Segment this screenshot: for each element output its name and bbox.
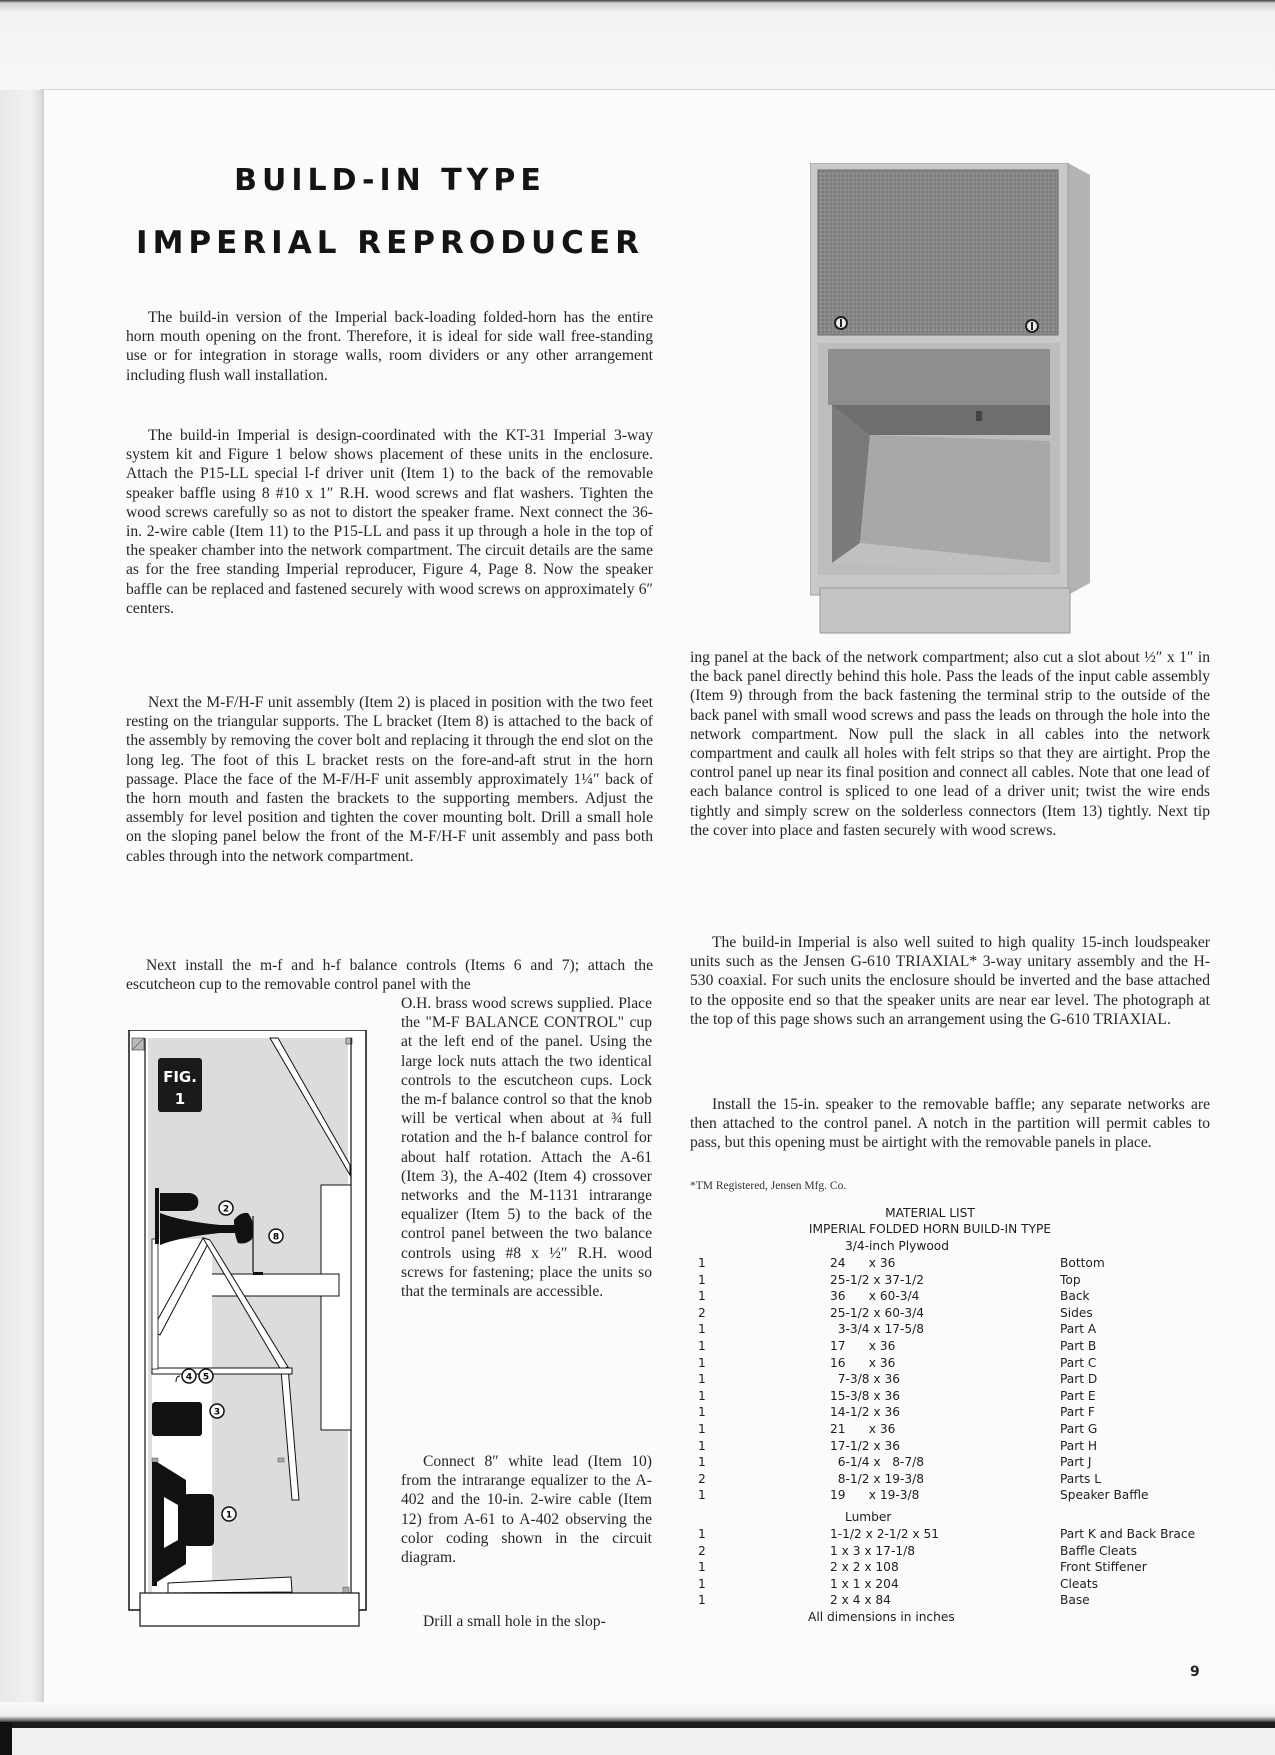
balance-knob-left-icon bbox=[835, 317, 847, 329]
material-row bbox=[690, 1543, 1210, 1560]
part-name-cell: Part H bbox=[1060, 1438, 1098, 1453]
part-name-cell: Base bbox=[1060, 1593, 1090, 1608]
dimensions-cell: 21 x 36 bbox=[830, 1421, 896, 1436]
page-number: 9 bbox=[1190, 1664, 1200, 1680]
plywood-table bbox=[690, 1255, 1210, 1504]
left-column-paragraph-5: Connect 8″ white lead (Item 10) from the intrarange equalizer to the A-402 and the 10-in. 2-wire cable (Item 12) from A-61 to A-402 observing the color coding shown in the circuit diagram. bbox=[401, 1453, 652, 1567]
trademark-footnote: *TM Registered, Jensen Mfg. Co. bbox=[690, 1180, 847, 1192]
figure-1-cross-section-diagram bbox=[128, 1030, 368, 1627]
right-column-paragraph-2: The build-in Imperial is also well suited to high quality 15-inch loudspeaker units such as the Jensen G-610 TRIAXIAL* 3-way unitary assembly and the H-530 coaxial. For such units the enclosure should be inverted and the base attached to the opposite end so that the speaker units are near ear level. The photograph at the top of this page shows such an arrangement using the G-610 TRIAXIAL. bbox=[690, 934, 1210, 1028]
dimensions-cell: 17-1/2 x 36 bbox=[830, 1438, 900, 1453]
quantity-cell: 1 bbox=[698, 1338, 706, 1353]
material-list-subtitle: IMPERIAL FOLDED HORN BUILD-IN TYPE bbox=[808, 1222, 1052, 1236]
material-list-title: MATERIAL LIST bbox=[885, 1206, 975, 1220]
callout-1: 1 bbox=[225, 1510, 233, 1521]
quantity-cell: 1 bbox=[698, 1322, 706, 1337]
quantity-cell: 2 bbox=[698, 1305, 706, 1320]
material-row bbox=[690, 1288, 1210, 1305]
quantity-cell: 1 bbox=[698, 1272, 706, 1287]
quantity-cell: 2 bbox=[698, 1471, 706, 1486]
material-list-footer: All dimensions in inches bbox=[808, 1609, 955, 1624]
quantity-cell: 1 bbox=[698, 1576, 706, 1591]
page-bottom-shadow bbox=[0, 1702, 1275, 1722]
part-name-cell: Bottom bbox=[1060, 1256, 1105, 1270]
material-row bbox=[690, 1255, 1210, 1272]
scan-bottom-area bbox=[0, 1728, 1275, 1755]
dimensions-cell: 7-3/8 x 36 bbox=[830, 1372, 900, 1387]
part-name-cell: Part D bbox=[1060, 1372, 1098, 1387]
quantity-cell: 1 bbox=[698, 1256, 706, 1270]
part-name-cell: Part F bbox=[1060, 1405, 1095, 1420]
quantity-cell: 1 bbox=[698, 1526, 706, 1541]
quantity-cell: 1 bbox=[698, 1438, 706, 1453]
dimensions-cell: 3-3/4 x 17-5/8 bbox=[830, 1322, 924, 1337]
material-row bbox=[690, 1471, 1210, 1488]
material-row bbox=[690, 1272, 1210, 1289]
material-row bbox=[690, 1321, 1210, 1338]
page-top-fold bbox=[40, 89, 1275, 90]
callout-8: 8 bbox=[272, 1232, 280, 1243]
dimensions-cell: 16 x 36 bbox=[830, 1355, 896, 1370]
quantity-cell: 1 bbox=[698, 1593, 706, 1608]
left-column-paragraph-4-wrapped: O.H. brass wood screws supplied. Place the "M-F BALANCE CONTROL" cup at the left end of the panel. Using the large lock nuts attach the two identical controls to the escutcheon cups. Lock the m-f balance control so that the knob will be vertical when about at ¾ full rotation and the h-f balance control for about half rotation. Attach the A-61 (Item 3), the A-402 (Item 4) crossover networks and the M-1131 intrarange equalizer (Item 5) to the back of the control panel between the two balance controls using #8 x ½″ R.H. wood screws for fastening; place the units so that the terminals are accessible. bbox=[401, 995, 652, 1301]
scan-spine bbox=[0, 1722, 12, 1755]
dimensions-cell: 8-1/2 x 19-3/8 bbox=[830, 1471, 924, 1486]
part-name-cell: Cleats bbox=[1060, 1576, 1098, 1591]
callout-4: 4 bbox=[185, 1372, 193, 1383]
page-binding bbox=[0, 90, 44, 1702]
speaker-grille bbox=[818, 170, 1058, 335]
dimensions-cell: 6-1/4 x 8-7/8 bbox=[830, 1455, 924, 1470]
dimensions-cell: 1-1/2 x 2-1/2 x 51 bbox=[830, 1526, 939, 1541]
figure-number: 1 bbox=[174, 1090, 186, 1108]
material-row bbox=[690, 1404, 1210, 1421]
material-row bbox=[690, 1305, 1210, 1322]
material-row bbox=[690, 1388, 1210, 1405]
material-row bbox=[690, 1454, 1210, 1471]
dimensions-cell: 14-1/2 x 36 bbox=[830, 1405, 900, 1420]
part-name-cell: Speaker Baffle bbox=[1060, 1488, 1149, 1503]
cabinet-photo bbox=[810, 163, 1100, 638]
quantity-cell: 1 bbox=[698, 1355, 706, 1370]
material-row bbox=[690, 1487, 1210, 1504]
quantity-cell: 1 bbox=[698, 1289, 706, 1304]
part-name-cell: Part G bbox=[1060, 1421, 1098, 1436]
part-name-cell: Part J bbox=[1060, 1455, 1092, 1470]
material-row bbox=[690, 1421, 1210, 1438]
part-name-cell: Parts L bbox=[1060, 1471, 1102, 1486]
dimensions-cell: 2 x 2 x 108 bbox=[830, 1560, 899, 1575]
page-title-line-1: BUILD-IN TYPE bbox=[234, 163, 546, 198]
figure-label: FIG. bbox=[163, 1068, 197, 1086]
part-name-cell: Part C bbox=[1060, 1355, 1097, 1370]
lumber-section-heading: Lumber bbox=[845, 1509, 892, 1524]
quantity-cell: 1 bbox=[698, 1372, 706, 1387]
dimensions-cell: 15-3/8 x 36 bbox=[830, 1388, 900, 1403]
crossover-network-icon bbox=[152, 1402, 202, 1436]
horn-mount-icon bbox=[155, 1188, 159, 1244]
left-column-paragraph-2: The build-in Imperial is design-coordinated with the KT-31 Imperial 3-way system kit and Figure 1 below shows placement of these units in the enclosure. Attach the P15-LL special l-f driver unit (Item 1) to the back of the removable speaker baffle using 8 #10 x 1″ R.H. wood screws and flat washers. Tighten the wood screws carefully so as not to distort the speaker frame. Next connect the 36-in. 2-wire cable (Item 11) to the P15-LL and pass it up through a hole in the top of the speaker chamber into the network compartment. The circuit details are the same as for the free standing Imperial reproducer, Figure 4, Page 8. Now the speaker baffle can be replaced and fastened securely with wood screws on approximately 6″ centers. bbox=[126, 427, 653, 617]
balance-knob-right-icon bbox=[1026, 320, 1038, 332]
right-column-paragraph-3: Install the 15-in. speaker to the removable baffle; any separate networks are then attached to the control panel. A notch in the partition will permit cables to pass, but this opening must be airtight with the removable panels in place. bbox=[690, 1096, 1210, 1152]
quantity-cell: 1 bbox=[698, 1455, 706, 1470]
callout-2: 2 bbox=[222, 1204, 230, 1215]
dimensions-cell: 36 x 60-3/4 bbox=[830, 1289, 920, 1304]
page-title-line-2: IMPERIAL REPRODUCER bbox=[136, 225, 644, 261]
dimensions-cell: 1 x 3 x 17-1/8 bbox=[830, 1543, 915, 1558]
quantity-cell: 1 bbox=[698, 1488, 706, 1503]
dimensions-cell: 25-1/2 x 37-1/2 bbox=[830, 1272, 925, 1287]
material-row bbox=[690, 1438, 1210, 1455]
material-row bbox=[690, 1526, 1210, 1543]
plywood-section-heading: 3/4-inch Plywood bbox=[845, 1239, 949, 1253]
scan-top-edge bbox=[0, 0, 1275, 90]
part-name-cell: Baffle Cleats bbox=[1060, 1543, 1137, 1558]
quantity-cell: 1 bbox=[698, 1405, 706, 1420]
quantity-cell: 1 bbox=[698, 1560, 706, 1575]
material-row bbox=[690, 1355, 1210, 1372]
material-row bbox=[690, 1592, 1210, 1609]
part-name-cell: Front Stiffener bbox=[1060, 1560, 1147, 1575]
dimensions-cell: 24 x 36 bbox=[830, 1256, 896, 1270]
part-name-cell: Back bbox=[1060, 1289, 1090, 1304]
quantity-cell: 1 bbox=[698, 1421, 706, 1436]
left-column-paragraph-3: Next the M-F/H-F unit assembly (Item 2) is placed in position with the two feet resting on the triangular supports. The L bracket (Item 8) is attached to the back of the assembly by removing the cover bolt and replacing it through the end slot on the long leg. The foot of this L bracket rests on the fore-and-aft strut in the horn passage. Place the face of the M-F/H-F unit assembly approximately 1¼″ back of the horn mouth and fasten the brackets to the supporting members. Adjust the assembly for level position and tighten the cover mounting bolt. Drill a small hole on the sloping panel below the front of the M-F/H-F unit assembly and pass both cables through into the network compartment. bbox=[126, 694, 653, 865]
dimensions-cell: 1 x 1 x 204 bbox=[830, 1576, 899, 1591]
part-name-cell: Part E bbox=[1060, 1388, 1096, 1403]
callout-3: 3 bbox=[213, 1407, 221, 1418]
material-row bbox=[690, 1371, 1210, 1388]
dimensions-cell: 2 x 4 x 84 bbox=[830, 1593, 891, 1608]
material-row bbox=[690, 1576, 1210, 1593]
left-column-paragraph-1: The build-in version of the Imperial back-loading folded-horn has the entire horn mouth opening on the front. Therefore, it is ideal for side wall free-standing use or for integration in storage walls, room dividers or any other arrangement including flush wall installation. bbox=[126, 309, 653, 384]
material-list bbox=[690, 1205, 1210, 1625]
part-name-cell: Part K and Back Brace bbox=[1060, 1526, 1196, 1541]
dimensions-cell: 25-1/2 x 60-3/4 bbox=[830, 1305, 925, 1320]
left-column-paragraph-6: Drill a small hole in the slop- bbox=[423, 1613, 606, 1630]
left-column-paragraph-4-lead: Next install the m-f and h-f balance controls (Items 6 and 7); attach the escutcheon cup to the removable control panel with the bbox=[126, 957, 653, 994]
dimensions-cell: 17 x 36 bbox=[830, 1338, 896, 1353]
part-name-cell: Sides bbox=[1060, 1305, 1093, 1320]
lumber-table bbox=[690, 1526, 1210, 1609]
part-name-cell: Part A bbox=[1060, 1322, 1097, 1337]
material-row bbox=[690, 1559, 1210, 1576]
quantity-cell: 2 bbox=[698, 1543, 706, 1558]
part-name-cell: Part B bbox=[1060, 1338, 1097, 1353]
dimensions-cell: 19 x 19-3/8 bbox=[830, 1488, 920, 1503]
callout-5: 5 bbox=[202, 1372, 210, 1383]
part-name-cell: Top bbox=[1060, 1272, 1081, 1287]
material-row bbox=[690, 1338, 1210, 1355]
quantity-cell: 1 bbox=[698, 1388, 706, 1403]
right-column-paragraph-1: ing panel at the back of the network compartment; also cut a slot about ½″ x 1″ in the back panel directly behind this hole. Pass the leads of the input cable assembly (Item 9) through from the back fastening the terminal strip to the outside of the back panel with small wood screws and pass the leads on through the hole into the network compartment. Now pull the slack in all cables into the network compartment and caulk all holes with felt strips so that they are airtight. Prop the control panel up near its final position and connect all cables. Note that one lead of each balance control is spliced to one lead of a driver unit; twist the wire ends tightly and simply screw on the solderless connectors (Item 13) tightly. Next tip the cover into place and fasten securely with wood screws. bbox=[690, 649, 1210, 839]
